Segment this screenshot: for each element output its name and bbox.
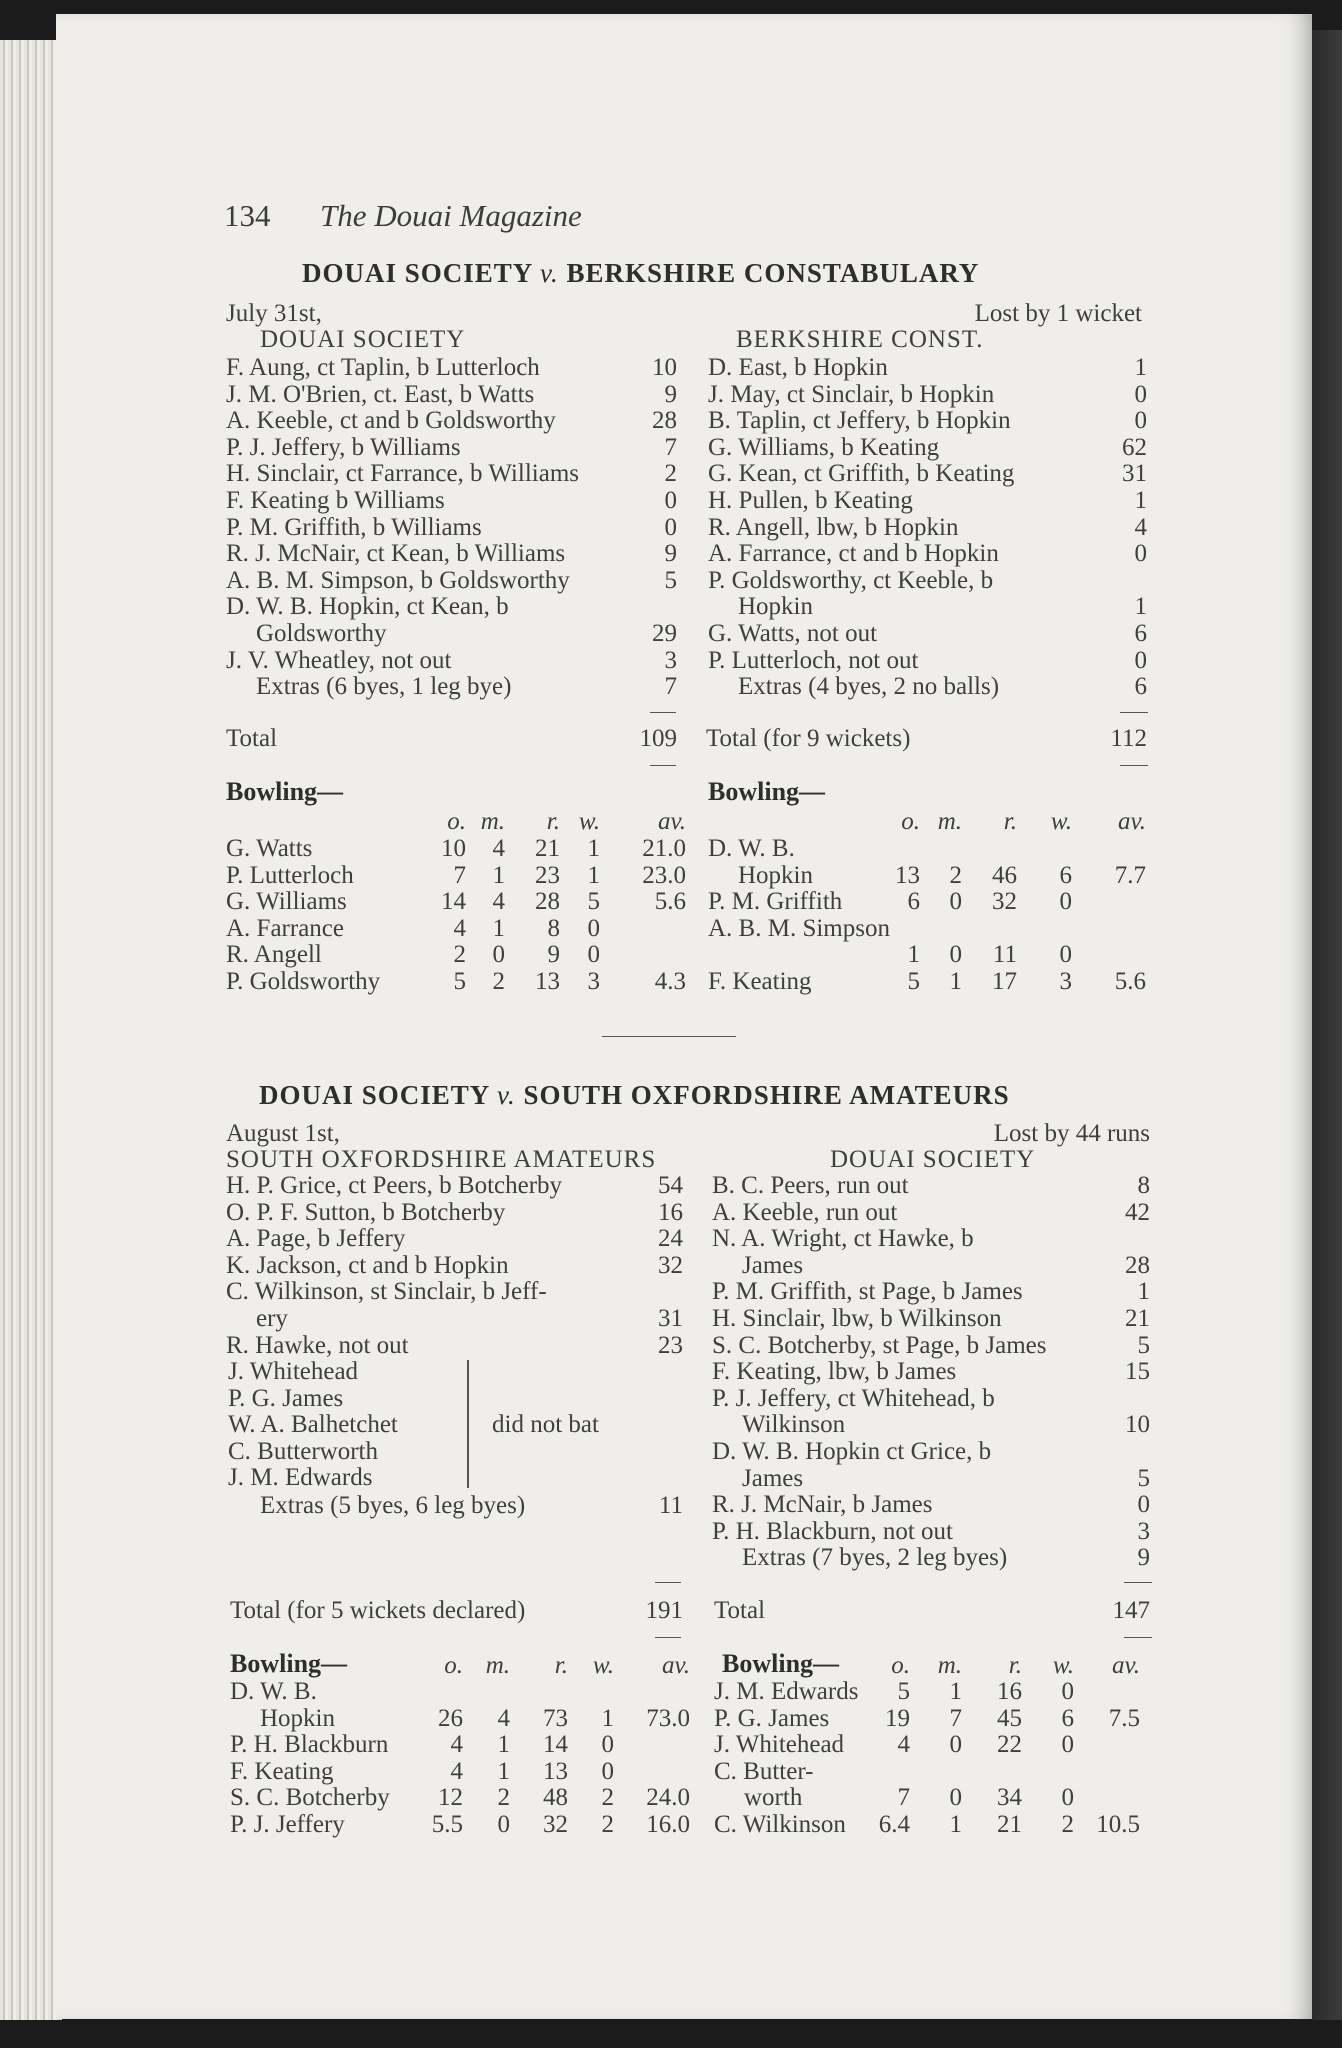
bowler-name: P. M. Griffith: [708, 888, 843, 916]
bowling-r: 11: [992, 941, 1017, 969]
page-number: 134: [224, 198, 271, 233]
total-label: Total (for 5 wickets declared): [230, 1597, 526, 1624]
batsman-line: A. B. M. Simpson, b Goldsworthy: [226, 566, 570, 594]
bowling-r: 22: [997, 1731, 1022, 1759]
runs-value: 0: [1134, 380, 1147, 408]
batsman-line: P. Goldsworthy, ct Keeble, b: [708, 566, 994, 594]
bowling-column-header: w.: [1052, 1652, 1074, 1679]
batsman-line: Hopkin: [738, 593, 813, 621]
bowling-column-header: w.: [578, 808, 600, 835]
batsman-line: R. J. McNair, b James: [712, 1491, 933, 1519]
bowling-m: 7: [949, 1704, 962, 1732]
runs-value: 21: [1125, 1305, 1150, 1332]
bowling-w: 0: [1061, 1678, 1074, 1705]
bowling-o: 26: [438, 1704, 463, 1732]
bowling-w: 0: [1061, 1784, 1074, 1812]
did-not-bat-player: P. G. James: [228, 1384, 344, 1412]
batsman-line: H. Pullen, b Keating: [708, 487, 913, 514]
bowling-o: 19: [885, 1704, 910, 1732]
runs-value: 1: [1134, 593, 1147, 621]
runs-value: 31: [658, 1305, 683, 1332]
bowler-name: Hopkin: [260, 1704, 335, 1732]
bowling-m: 4: [492, 835, 505, 862]
bowling-r: 28: [535, 888, 560, 916]
batsman-line: Extras (6 byes, 1 leg bye): [256, 673, 512, 701]
runs-value: 28: [1125, 1251, 1150, 1279]
total-rule: [1124, 1637, 1152, 1638]
runs-value: 5: [1137, 1464, 1150, 1492]
bowling-av: 7.7: [1114, 861, 1146, 889]
bowling-o: 12: [438, 1784, 463, 1812]
bowling-o: 1: [907, 941, 920, 969]
bowling-av: 5.6: [1114, 968, 1146, 995]
bowler-name: P. Goldsworthy: [226, 968, 381, 995]
bowling-w: 0: [1059, 888, 1072, 916]
batsman-line: O. P. F. Sutton, b Botcherby: [226, 1198, 506, 1226]
bowling-m: 1: [949, 1678, 962, 1705]
bowler-name: C. Butter-: [714, 1757, 814, 1785]
runs-value: 6: [1134, 620, 1147, 647]
bowler-name: C. Wilkinson: [714, 1811, 846, 1838]
bowling-m: 0: [497, 1811, 510, 1838]
total-value: 191: [645, 1597, 683, 1624]
batsman-line: J. May, ct Sinclair, b Hopkin: [708, 380, 995, 408]
bowling-column-header: av.: [1112, 1652, 1140, 1679]
match-date: July 31st,: [226, 300, 322, 327]
bowling-w: 3: [1059, 968, 1072, 995]
batsman-line: A. Keeble, ct and b Goldsworthy: [226, 407, 556, 435]
bowling-w: 2: [1061, 1811, 1074, 1838]
did-not-bat-player: J. M. Edwards: [228, 1464, 373, 1492]
page-edges: [0, 40, 62, 2020]
bowling-av: 16.0: [646, 1811, 690, 1838]
bowling-o: 4: [453, 914, 466, 942]
bowler-name: A. B. M. Simpson: [708, 914, 890, 942]
batsman-line: H. Sinclair, ct Farrance, b Williams: [226, 460, 579, 488]
batsman-line: A. Page, b Jeffery: [226, 1225, 406, 1253]
magazine-title: The Douai Magazine: [320, 198, 582, 233]
bowling-column-header: o.: [901, 808, 920, 835]
bowling-m: 1: [492, 861, 505, 889]
bowling-r: 23: [535, 861, 560, 889]
bowling-w: 1: [587, 861, 600, 889]
bowler-name: R. Angell: [226, 941, 322, 969]
runs-value: 7: [664, 673, 677, 701]
bowling-column-header: o.: [891, 1652, 910, 1679]
bowling-w: 1: [601, 1704, 614, 1732]
bowling-column-header: r.: [554, 1652, 568, 1679]
bowling-m: 2: [492, 968, 505, 995]
batsman-line: G. Kean, ct Griffith, b Keating: [708, 460, 1015, 488]
batsman-line: J. M. O'Brien, ct. East, b Watts: [226, 380, 535, 408]
batsman-line: B. C. Peers, run out: [712, 1172, 909, 1199]
book-binding-shadow: [1312, 30, 1342, 2020]
bowling-column-header: av.: [1118, 808, 1146, 835]
bowling-m: 1: [492, 914, 505, 942]
batsman-line: P. H. Blackburn, not out: [712, 1517, 953, 1545]
bowling-r: 8: [547, 914, 560, 942]
bowling-o: 6: [907, 888, 920, 916]
runs-value: 5: [664, 566, 677, 594]
bowling-r: 34: [997, 1784, 1022, 1812]
batsman-line: Extras (5 byes, 6 leg byes): [260, 1492, 526, 1519]
team-name: DOUAI SOCIETY: [830, 1146, 1036, 1173]
total-rule: [655, 1582, 681, 1583]
bowler-name: F. Keating: [708, 968, 812, 995]
batsman-line: J. V. Wheatley, not out: [226, 646, 452, 674]
bowling-w: 6: [1061, 1704, 1074, 1732]
bowling-column-header: av.: [658, 808, 686, 835]
bowling-r: 32: [543, 1811, 568, 1838]
bowler-name: J. Whitehead: [714, 1731, 845, 1759]
runs-value: 32: [658, 1251, 683, 1279]
bowling-w: 0: [1061, 1731, 1074, 1759]
team-name: BERKSHIRE CONST.: [736, 326, 984, 353]
bowling-heading: Bowling—: [722, 1649, 840, 1678]
runs-value: 5: [1137, 1331, 1150, 1359]
bowler-name: P. Lutterloch: [226, 861, 354, 889]
bowling-o: 5.5: [431, 1811, 463, 1838]
runs-value: 10: [1125, 1411, 1150, 1439]
bowler-name: S. C. Botcherby: [230, 1784, 390, 1812]
bowling-r: 46: [992, 861, 1017, 889]
match-date: August 1st,: [226, 1120, 340, 1147]
batsman-line: A. Keeble, run out: [712, 1198, 898, 1226]
batsman-line: James: [742, 1251, 804, 1279]
batsman-line: ery: [256, 1305, 288, 1332]
batsman-line: Extras (4 byes, 2 no balls): [738, 673, 1000, 701]
total-rule: [1124, 1582, 1152, 1583]
runs-value: 54: [658, 1172, 683, 1199]
match-result: Lost by 44 runs: [993, 1120, 1150, 1147]
runs-value: 31: [1122, 460, 1147, 488]
match2-heading: DOUAI SOCIETY v. SOUTH OXFORDSHIRE AMATEURS: [259, 1080, 1010, 1110]
batsman-line: R. J. McNair, ct Kean, b Williams: [226, 540, 566, 568]
batsman-line: Wilkinson: [742, 1411, 846, 1439]
bowling-av: 24.0: [646, 1784, 690, 1812]
bowling-m: 0: [949, 1731, 962, 1759]
bowler-name: Hopkin: [738, 861, 813, 889]
runs-value: 28: [652, 407, 677, 435]
batsman-line: G. Watts, not out: [708, 620, 878, 647]
bowling-column-header: m.: [937, 1652, 962, 1679]
bowling-o: 4: [450, 1731, 463, 1759]
total-value: 147: [1112, 1597, 1150, 1624]
runs-value: 10: [652, 354, 677, 381]
bowling-w: 1: [587, 835, 600, 862]
bowling-o: 13: [895, 861, 920, 889]
batsman-line: F. Keating, lbw, b James: [712, 1358, 957, 1386]
bowling-r: 45: [997, 1704, 1022, 1732]
bowling-m: 0: [949, 1784, 962, 1812]
runs-value: 3: [664, 646, 677, 674]
bowling-m: 1: [497, 1757, 510, 1785]
runs-value: 1: [1137, 1278, 1150, 1306]
total-rule: [1120, 765, 1148, 766]
bowler-name: D. W. B.: [708, 835, 795, 862]
bowling-m: 2: [949, 861, 962, 889]
bowling-heading: Bowling—: [230, 1649, 348, 1678]
runs-value: 15: [1125, 1358, 1150, 1386]
bowling-w: 0: [587, 914, 600, 942]
total-rule: [650, 765, 676, 766]
bowling-m: 4: [497, 1704, 510, 1732]
bowling-o: 5: [453, 968, 466, 995]
bowling-av: 4.3: [654, 968, 686, 995]
total-rule: [1120, 712, 1148, 713]
bowler-name: J. M. Edwards: [714, 1678, 859, 1705]
bowler-name: P. H. Blackburn: [230, 1731, 389, 1759]
bowling-w: 2: [601, 1811, 614, 1838]
batsman-line: B. Taplin, ct Jeffery, b Hopkin: [708, 407, 1011, 435]
bowling-column-header: r.: [546, 808, 560, 835]
bowling-w: 0: [601, 1757, 614, 1785]
runs-value: 16: [658, 1198, 683, 1226]
runs-value: 42: [1125, 1198, 1150, 1226]
did-not-bat-brace: [455, 1360, 469, 1488]
batsman-line: F. Aung, ct Taplin, b Lutterloch: [226, 354, 540, 381]
bowling-w: 3: [587, 968, 600, 995]
bowling-o: 4: [897, 1731, 910, 1759]
bowling-r: 21: [535, 835, 560, 862]
runs-value: 1: [1134, 354, 1147, 381]
bowler-name: D. W. B.: [230, 1678, 317, 1705]
bowler-name: worth: [744, 1784, 803, 1812]
runs-value: 9: [664, 540, 677, 568]
total-label: Total (for 9 wickets): [706, 725, 911, 752]
batsman-line: P. J. Jeffery, b Williams: [226, 433, 461, 461]
did-not-bat-label: did not bat: [492, 1411, 599, 1438]
total-value: 109: [639, 725, 677, 752]
bowling-o: 4: [450, 1757, 463, 1785]
runs-value: 7: [664, 433, 677, 461]
runs-value: 8: [1137, 1172, 1150, 1199]
bowling-r: 21: [997, 1811, 1022, 1838]
runs-value: 2: [664, 460, 677, 488]
bowling-o: 14: [441, 888, 466, 916]
runs-value: 0: [664, 487, 677, 514]
runs-value: 0: [1134, 407, 1147, 435]
bowler-name: G. Williams: [226, 888, 347, 916]
bowling-column-header: av.: [662, 1652, 690, 1679]
bowling-column-header: r.: [1003, 808, 1017, 835]
batsman-line: A. Farrance, ct and b Hopkin: [708, 540, 999, 568]
runs-value: 0: [664, 513, 677, 541]
bowling-m: 2: [497, 1784, 510, 1812]
batsman-line: Goldsworthy: [256, 620, 387, 647]
section-divider: [602, 1036, 736, 1037]
bowling-o: 5: [907, 968, 920, 995]
batsman-line: F. Keating b Williams: [226, 487, 445, 514]
bowling-av: 21.0: [642, 835, 686, 862]
team-name: DOUAI SOCIETY: [260, 326, 466, 353]
batsman-line: K. Jackson, ct and b Hopkin: [226, 1251, 509, 1279]
bowling-av: 5.6: [654, 888, 686, 916]
total-label: Total: [714, 1597, 766, 1624]
match-result: Lost by 1 wicket: [974, 300, 1142, 327]
batsman-line: D. W. B. Hopkin ct Grice, b: [712, 1438, 992, 1465]
bowling-column-header: m.: [480, 808, 505, 835]
bowling-column-header: o.: [447, 808, 466, 835]
runs-value: 9: [1137, 1544, 1150, 1572]
bowling-m: 1: [497, 1731, 510, 1759]
runs-value: 23: [658, 1331, 683, 1359]
runs-value: 29: [652, 620, 677, 647]
batsman-line: James: [742, 1464, 804, 1492]
batsman-line: Extras (7 byes, 2 leg byes): [742, 1544, 1008, 1572]
bowling-r: 16: [997, 1678, 1022, 1705]
batsman-line: D. East, b Hopkin: [708, 354, 888, 381]
bowling-r: 13: [535, 968, 560, 995]
bowling-r: 17: [992, 968, 1017, 995]
bowling-column-header: m.: [937, 808, 962, 835]
bowling-o: 5: [897, 1678, 910, 1705]
batsman-line: H. Sinclair, lbw, b Wilkinson: [712, 1305, 1002, 1332]
runs-value: 1: [1134, 487, 1147, 514]
batsman-line: P. M. Griffith, b Williams: [226, 513, 482, 541]
runs-value: 0: [1137, 1491, 1150, 1519]
bowling-heading: Bowling—: [708, 777, 826, 806]
bowling-w: 0: [587, 941, 600, 969]
runs-value: 0: [1134, 646, 1147, 674]
bowling-r: 48: [543, 1784, 568, 1812]
bowling-m: 4: [492, 888, 505, 916]
bowler-name: P. G. James: [714, 1704, 830, 1732]
runs-value: 11: [658, 1492, 683, 1519]
bowling-o: 7: [453, 861, 466, 889]
bowling-m: 1: [949, 1811, 962, 1838]
batsman-line: C. Wilkinson, st Sinclair, b Jeff-: [226, 1278, 547, 1306]
batsman-line: H. P. Grice, ct Peers, b Botcherby: [226, 1172, 563, 1199]
bowler-name: G. Watts: [226, 835, 313, 862]
bowling-r: 32: [992, 888, 1017, 916]
bowling-o: 7: [897, 1784, 910, 1812]
did-not-bat-player: W. A. Balhetchet: [228, 1411, 398, 1439]
bowler-name: A. Farrance: [226, 914, 344, 942]
total-value: 112: [1110, 725, 1147, 752]
runs-value: 0: [1134, 540, 1147, 568]
batsman-line: P. M. Griffith, st Page, b James: [712, 1278, 1023, 1306]
total-label: Total: [226, 725, 278, 752]
bowling-av: 73.0: [646, 1704, 690, 1732]
did-not-bat-player: J. Whitehead: [228, 1358, 359, 1385]
bowling-column-header: m.: [485, 1652, 510, 1679]
match1-heading: DOUAI SOCIETY v. BERKSHIRE CONSTABULARY: [302, 258, 980, 288]
bowling-av: 10.5: [1096, 1811, 1140, 1838]
runs-value: 62: [1122, 433, 1147, 461]
bowling-w: 5: [587, 888, 600, 916]
batsman-line: P. J. Jeffery, ct Whitehead, b: [712, 1384, 995, 1412]
bowling-r: 13: [543, 1757, 568, 1785]
bowler-name: P. J. Jeffery: [230, 1811, 345, 1838]
bowling-w: 0: [1059, 941, 1072, 969]
bowling-av: 23.0: [642, 861, 686, 889]
bowling-m: 0: [492, 941, 505, 969]
bowling-heading: Bowling—: [226, 777, 344, 806]
batsman-line: P. Lutterloch, not out: [708, 646, 919, 674]
runs-value: 24: [658, 1225, 683, 1253]
bowling-o: 2: [453, 941, 466, 969]
bowling-r: 9: [547, 941, 560, 969]
batsman-line: S. C. Botcherby, st Page, b James: [712, 1331, 1047, 1359]
batsman-line: R. Angell, lbw, b Hopkin: [708, 513, 959, 541]
bowling-m: 0: [949, 888, 962, 916]
batsman-line: G. Williams, b Keating: [708, 433, 940, 461]
bowling-w: 2: [601, 1784, 614, 1812]
bowling-column-header: w.: [1050, 808, 1072, 835]
bowler-name: F. Keating: [230, 1757, 334, 1785]
bowling-r: 14: [543, 1731, 568, 1759]
bowling-o: 10: [441, 835, 466, 862]
bowling-m: 0: [949, 941, 962, 969]
bowling-r: 73: [543, 1704, 568, 1732]
runs-value: 6: [1134, 673, 1147, 701]
batsman-line: N. A. Wright, ct Hawke, b: [712, 1225, 974, 1253]
runs-value: 4: [1134, 513, 1147, 541]
runs-value: 3: [1137, 1517, 1150, 1545]
bowling-column-header: o.: [444, 1652, 463, 1679]
bowling-column-header: w.: [592, 1652, 614, 1679]
bowling-m: 1: [949, 968, 962, 995]
batsman-line: D. W. B. Hopkin, ct Kean, b: [226, 593, 509, 621]
batsman-line: R. Hawke, not out: [226, 1331, 409, 1359]
bowling-w: 0: [601, 1731, 614, 1759]
did-not-bat-player: C. Butterworth: [228, 1437, 378, 1465]
bowling-column-header: r.: [1008, 1652, 1022, 1679]
bowling-w: 6: [1059, 861, 1072, 889]
total-rule: [655, 1637, 681, 1638]
bowling-o: 6.4: [878, 1811, 910, 1838]
bowling-av: 7.5: [1108, 1704, 1140, 1732]
total-rule: [650, 712, 676, 713]
runs-value: 9: [664, 380, 677, 408]
team-name: SOUTH OXFORDSHIRE AMATEURS: [226, 1146, 657, 1173]
